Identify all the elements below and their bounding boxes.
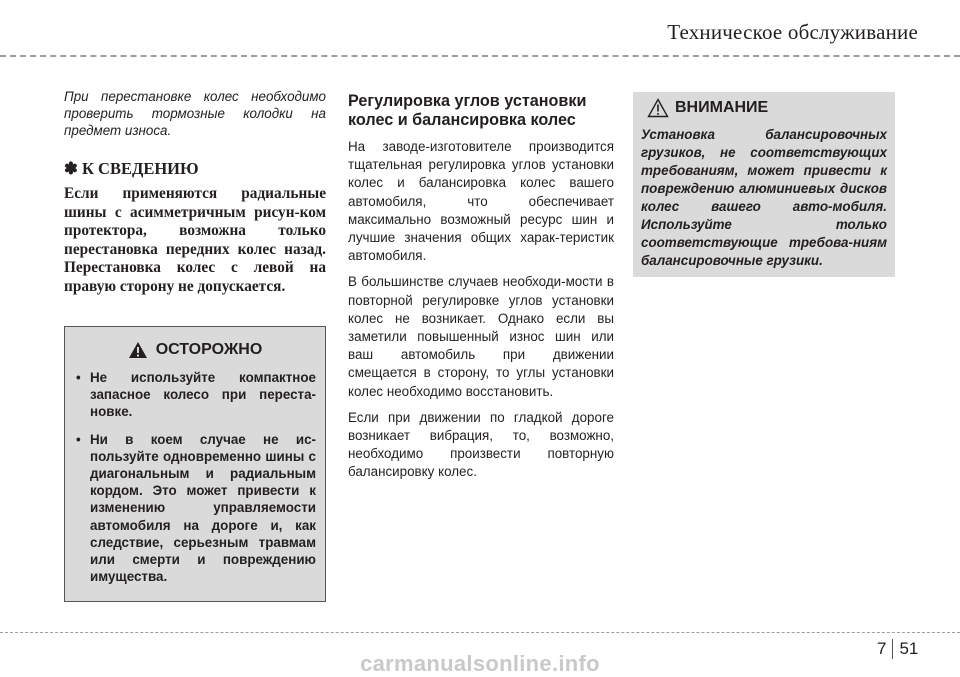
warning-box bbox=[633, 92, 895, 277]
caution-item-text: Не используйте компактное запасное колесо при переста-новке. bbox=[90, 370, 316, 420]
running-header-title: Техническое обслуживание bbox=[667, 20, 918, 44]
warning-title: ВНИМАНИЕ bbox=[675, 99, 769, 116]
page-number-value: 51 bbox=[899, 639, 919, 658]
section-paragraph: Если при движении по гладкой дороге возникает вибрация, то, возможно, необходимо произвести повторную балансировку колес. bbox=[348, 409, 614, 480]
chapter-number: 7 bbox=[877, 639, 887, 658]
section-heading: Регулировка углов установки колес и балансировка колес bbox=[348, 92, 587, 129]
caution-item bbox=[74, 431, 316, 586]
section-paragraph: На заводе-изготовителе производится тщательная регулировка углов установки колес и балансировка колес вашего автомобиля, что обеспечивает максимально возможный ресурс шин и лучшие значения общих харак-теристик автомобиля. bbox=[348, 139, 614, 264]
warning-body: Установка балансировочных грузиков, не соответствующих требованиям, может привести к повреждению алюминиевых дисков колес вашего авто-мобиля. Используйте только соответствующие требова-ниям балансировочные грузики. bbox=[641, 127, 887, 268]
bullet-icon: • bbox=[76, 431, 81, 447]
warning-heading bbox=[641, 98, 887, 118]
middle-column bbox=[348, 92, 614, 490]
intro-paragraph: При перестановке колес необходимо проверить тормозные колодки на предмет износа. bbox=[64, 89, 326, 138]
header-divider bbox=[0, 55, 960, 57]
warning-triangle-icon bbox=[128, 341, 148, 359]
bullet-icon: • bbox=[76, 370, 81, 385]
left-column bbox=[64, 88, 326, 297]
footer-divider bbox=[0, 632, 960, 633]
warning-triangle-outline-icon bbox=[647, 98, 669, 118]
caution-list bbox=[74, 369, 316, 585]
watermark: carmanualsonline.info bbox=[360, 651, 600, 676]
note-body: Если применяются радиальные шины с асимметричным рисун-ком протектора, возможна только перестановка передних колес назад. Перестановка колес с левой на правую сторону не допускается. bbox=[64, 185, 326, 295]
note-heading: ✽ К СВЕДЕНИЮ bbox=[64, 159, 199, 178]
caution-title: ОСТОРОЖНО bbox=[155, 341, 263, 358]
caution-item bbox=[74, 369, 316, 421]
section-paragraph: В большинстве случаев необходи-мости в повторной регулировке углов установки колес не возникает. Однако если вы заметили повышенный износ шин или ваш автомобиль при движении смещается в сторону, то углы установки колес необходимо восстановить. bbox=[348, 274, 614, 399]
caution-item-text: Ни в коем случае не ис-пользуйте одновременно шины с диагональным и радиальным кордом. Это может привести к изменению управляемости автомобиля на дороге и, как следствие, серьезным травмам или смерти и повреждению имущества. bbox=[90, 431, 316, 585]
caution-heading bbox=[74, 341, 316, 359]
caution-box bbox=[64, 326, 326, 602]
